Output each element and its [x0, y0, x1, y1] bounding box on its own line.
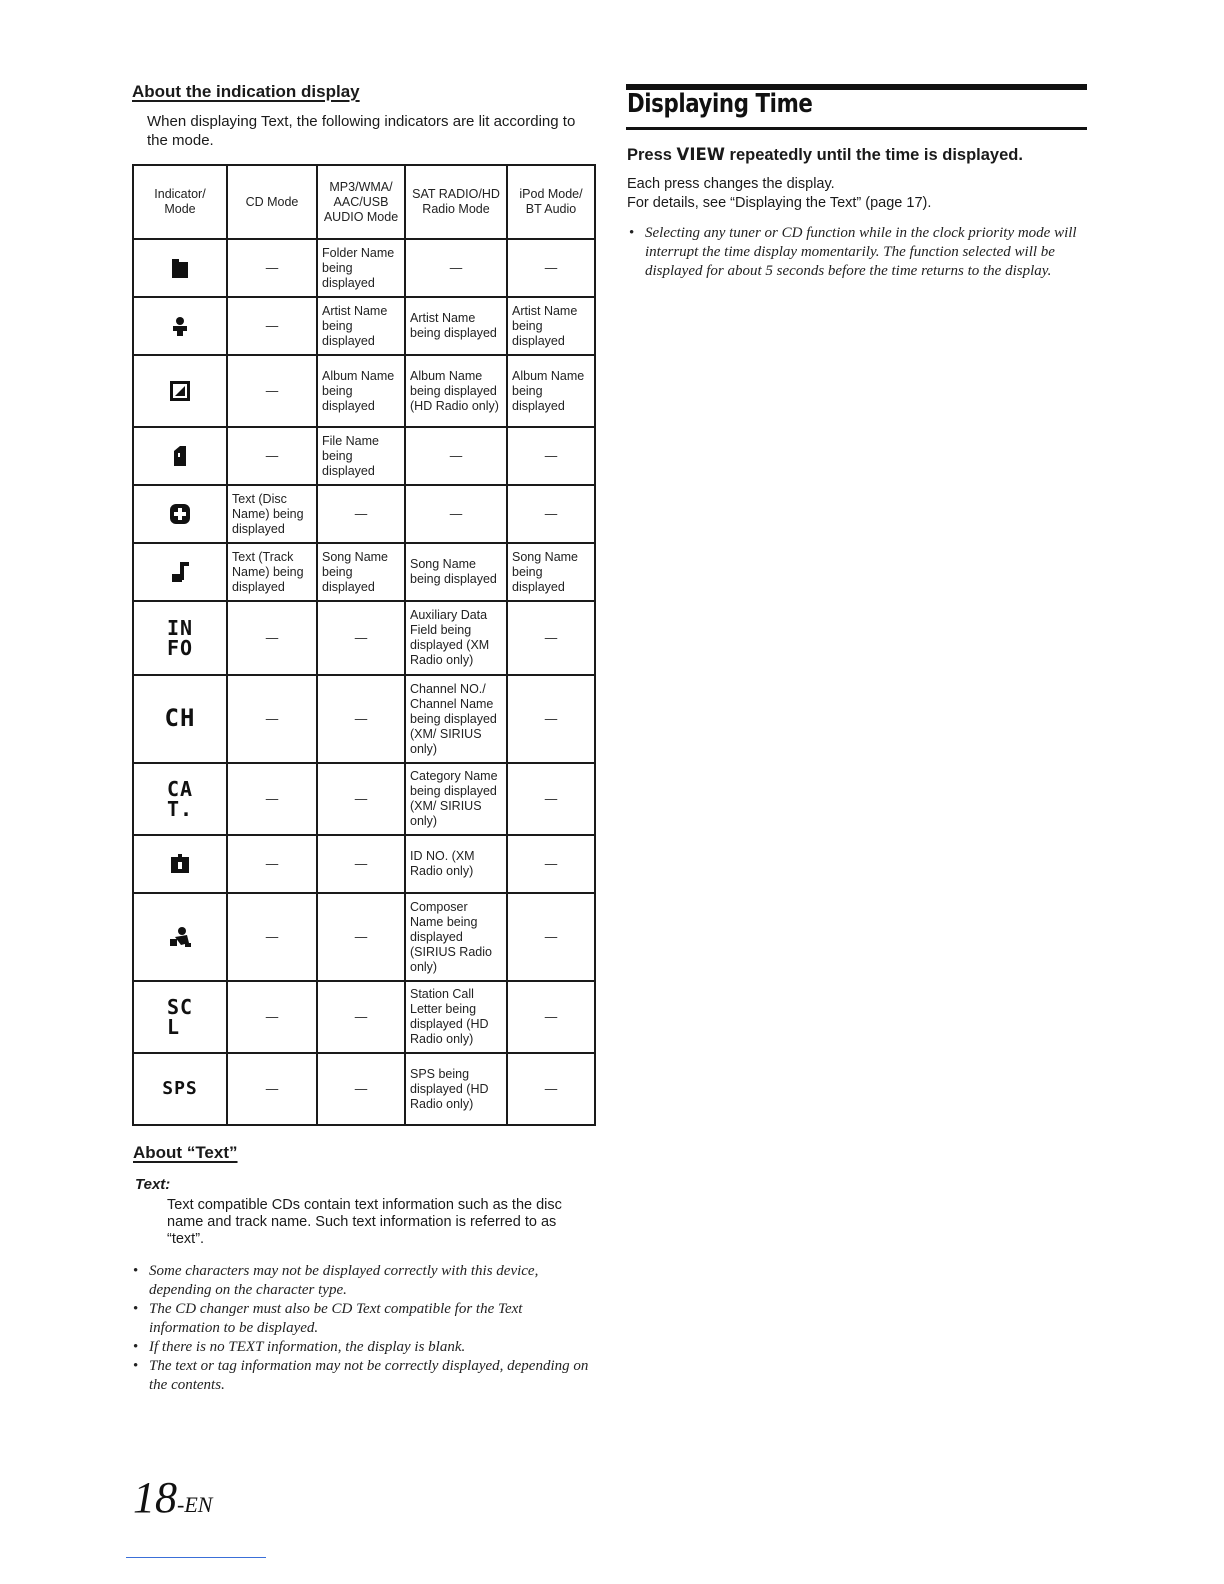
station-call-icon: [133, 981, 227, 1053]
table-cell: —: [317, 1053, 405, 1125]
table-cell: —: [227, 893, 317, 981]
table-cell: —: [405, 485, 507, 543]
table-row: [133, 297, 595, 355]
category-indicator-text: CA T.: [166, 776, 194, 821]
page-number-suffix: -EN: [177, 1492, 213, 1517]
header-indicator: Indicator/ Mode: [133, 165, 227, 239]
table-cell: Album Name being displayed (HD Radio only): [405, 355, 507, 427]
disc-icon: [133, 485, 227, 543]
table-row: [133, 485, 595, 543]
table-cell: —: [317, 981, 405, 1053]
sps-indicator-text: SPS: [162, 1078, 198, 1099]
table-cell: Auxiliary Data Field being displayed (XM Radio only): [405, 601, 507, 675]
body-text-1: Each press changes the display.: [627, 176, 835, 192]
table-cell: —: [227, 835, 317, 893]
step-prefix: Press: [627, 146, 677, 164]
sps-icon: [133, 1053, 227, 1125]
table-header-row: [133, 165, 595, 239]
table-cell: Album Name being displayed: [317, 355, 405, 427]
artist-icon: [133, 297, 227, 355]
table-cell: —: [227, 355, 317, 427]
song-icon: [133, 543, 227, 601]
table-cell: —: [227, 601, 317, 675]
list-item: • Selecting any tuner or CD function while in the clock priority mode will interrupt the time display momentarily. The function selected will be displayed for about 5 seconds before the time returns to the display.: [627, 224, 1082, 281]
page-number: [133, 1472, 212, 1523]
info-indicator-text: IN FO: [166, 615, 194, 660]
table-cell: Artist Name being displayed: [405, 297, 507, 355]
file-icon: [133, 427, 227, 485]
table-cell: Album Name being displayed: [507, 355, 595, 427]
table-cell: —: [227, 763, 317, 835]
text-label: Text:: [135, 1176, 171, 1193]
list-item: • The text or tag information may not be correctly displayed, depending on the contents.: [131, 1357, 591, 1395]
table-cell: —: [227, 427, 317, 485]
table-cell: —: [507, 981, 595, 1053]
table-cell: Song Name being displayed: [405, 543, 507, 601]
table-cell: —: [227, 239, 317, 297]
table-cell: —: [507, 239, 595, 297]
time-notes-list: [627, 224, 1082, 281]
table-cell: —: [317, 893, 405, 981]
table-cell: File Name being displayed: [317, 427, 405, 485]
header-sat-radio-mode: SAT RADIO/HD Radio Mode: [405, 165, 507, 239]
table-cell: Category Name being displayed (XM/ SIRIUS only): [405, 763, 507, 835]
table-cell: Text (Track Name) being displayed: [227, 543, 317, 601]
table-cell: —: [507, 893, 595, 981]
table-cell: —: [405, 239, 507, 297]
table-row: [133, 763, 595, 835]
page-title: Displaying Time: [627, 89, 813, 119]
list-item: • The CD changer must also be CD Text compatible for the Text information to be displayed.: [131, 1300, 591, 1338]
table-cell: —: [507, 835, 595, 893]
category-icon: [133, 763, 227, 835]
table-cell: —: [507, 601, 595, 675]
footer-rule: [126, 1557, 266, 1558]
view-key-label: VIEW: [676, 145, 725, 164]
header-cd-mode: CD Mode: [227, 165, 317, 239]
table-row: [133, 675, 595, 763]
text-definition: Text compatible CDs contain text information such as the disc name and track name. Such text information is referred to as “text”.: [167, 1197, 562, 1247]
table-row: [133, 893, 595, 981]
indicator-table: [132, 164, 596, 1126]
header-mp3-mode: MP3/WMA/ AAC/USB AUDIO Mode: [317, 165, 405, 239]
id-icon: [133, 835, 227, 893]
table-cell: Channel NO./ Channel Name being displayed (XM/ SIRIUS only): [405, 675, 507, 763]
table-cell: —: [507, 675, 595, 763]
table-cell: SPS being displayed (HD Radio only): [405, 1053, 507, 1125]
table-cell: Text (Disc Name) being displayed: [227, 485, 317, 543]
table-cell: —: [317, 601, 405, 675]
channel-icon: [133, 675, 227, 763]
page-number-value: 18: [133, 1473, 177, 1522]
table-cell: Station Call Letter being displayed (HD Radio only): [405, 981, 507, 1053]
list-item: • If there is no TEXT information, the display is blank.: [131, 1338, 591, 1357]
table-row: [133, 601, 595, 675]
table-cell: Artist Name being displayed: [507, 297, 595, 355]
table-cell: —: [317, 485, 405, 543]
table-row: [133, 543, 595, 601]
table-cell: —: [507, 427, 595, 485]
about-text-heading: About “Text”: [133, 1143, 238, 1162]
table-cell: ID NO. (XM Radio only): [405, 835, 507, 893]
table-cell: —: [227, 1053, 317, 1125]
table-cell: —: [317, 675, 405, 763]
table-cell: —: [405, 427, 507, 485]
info-icon: [133, 601, 227, 675]
table-cell: —: [317, 763, 405, 835]
table-cell: —: [507, 485, 595, 543]
body-text-2: For details, see “Displaying the Text” (page 17).: [627, 195, 932, 211]
list-item: • Some characters may not be displayed correctly with this device, depending on the character type.: [131, 1262, 591, 1300]
table-row: [133, 1053, 595, 1125]
composer-icon: [133, 893, 227, 981]
table-row: [133, 427, 595, 485]
table-row: [133, 835, 595, 893]
indication-display-heading: About the indication display: [132, 82, 360, 101]
table-row: [133, 355, 595, 427]
table-cell: —: [507, 763, 595, 835]
table-cell: —: [227, 675, 317, 763]
album-icon: [133, 355, 227, 427]
table-cell: —: [227, 297, 317, 355]
table-cell: —: [317, 835, 405, 893]
table-cell: —: [507, 1053, 595, 1125]
station-call-indicator-text: SC L: [166, 994, 194, 1039]
table-cell: Song Name being displayed: [507, 543, 595, 601]
header-ipod-mode: iPod Mode/ BT Audio: [507, 165, 595, 239]
folder-icon: [133, 239, 227, 297]
table-row: [133, 981, 595, 1053]
table-cell: —: [227, 981, 317, 1053]
table-cell: Folder Name being displayed: [317, 239, 405, 297]
step-suffix: repeatedly until the time is displayed.: [724, 146, 1023, 164]
table-cell: Song Name being displayed: [317, 543, 405, 601]
step-instruction: [627, 145, 1087, 165]
title-rule-bottom: [626, 127, 1087, 130]
channel-indicator-text: CH: [164, 704, 196, 732]
indication-intro: When displaying Text, the following indicators are lit according to the mode.: [147, 113, 576, 149]
table-row: [133, 239, 595, 297]
text-notes-list: [131, 1262, 591, 1395]
table-cell: Artist Name being displayed: [317, 297, 405, 355]
table-cell: Composer Name being displayed (SIRIUS Radio only): [405, 893, 507, 981]
